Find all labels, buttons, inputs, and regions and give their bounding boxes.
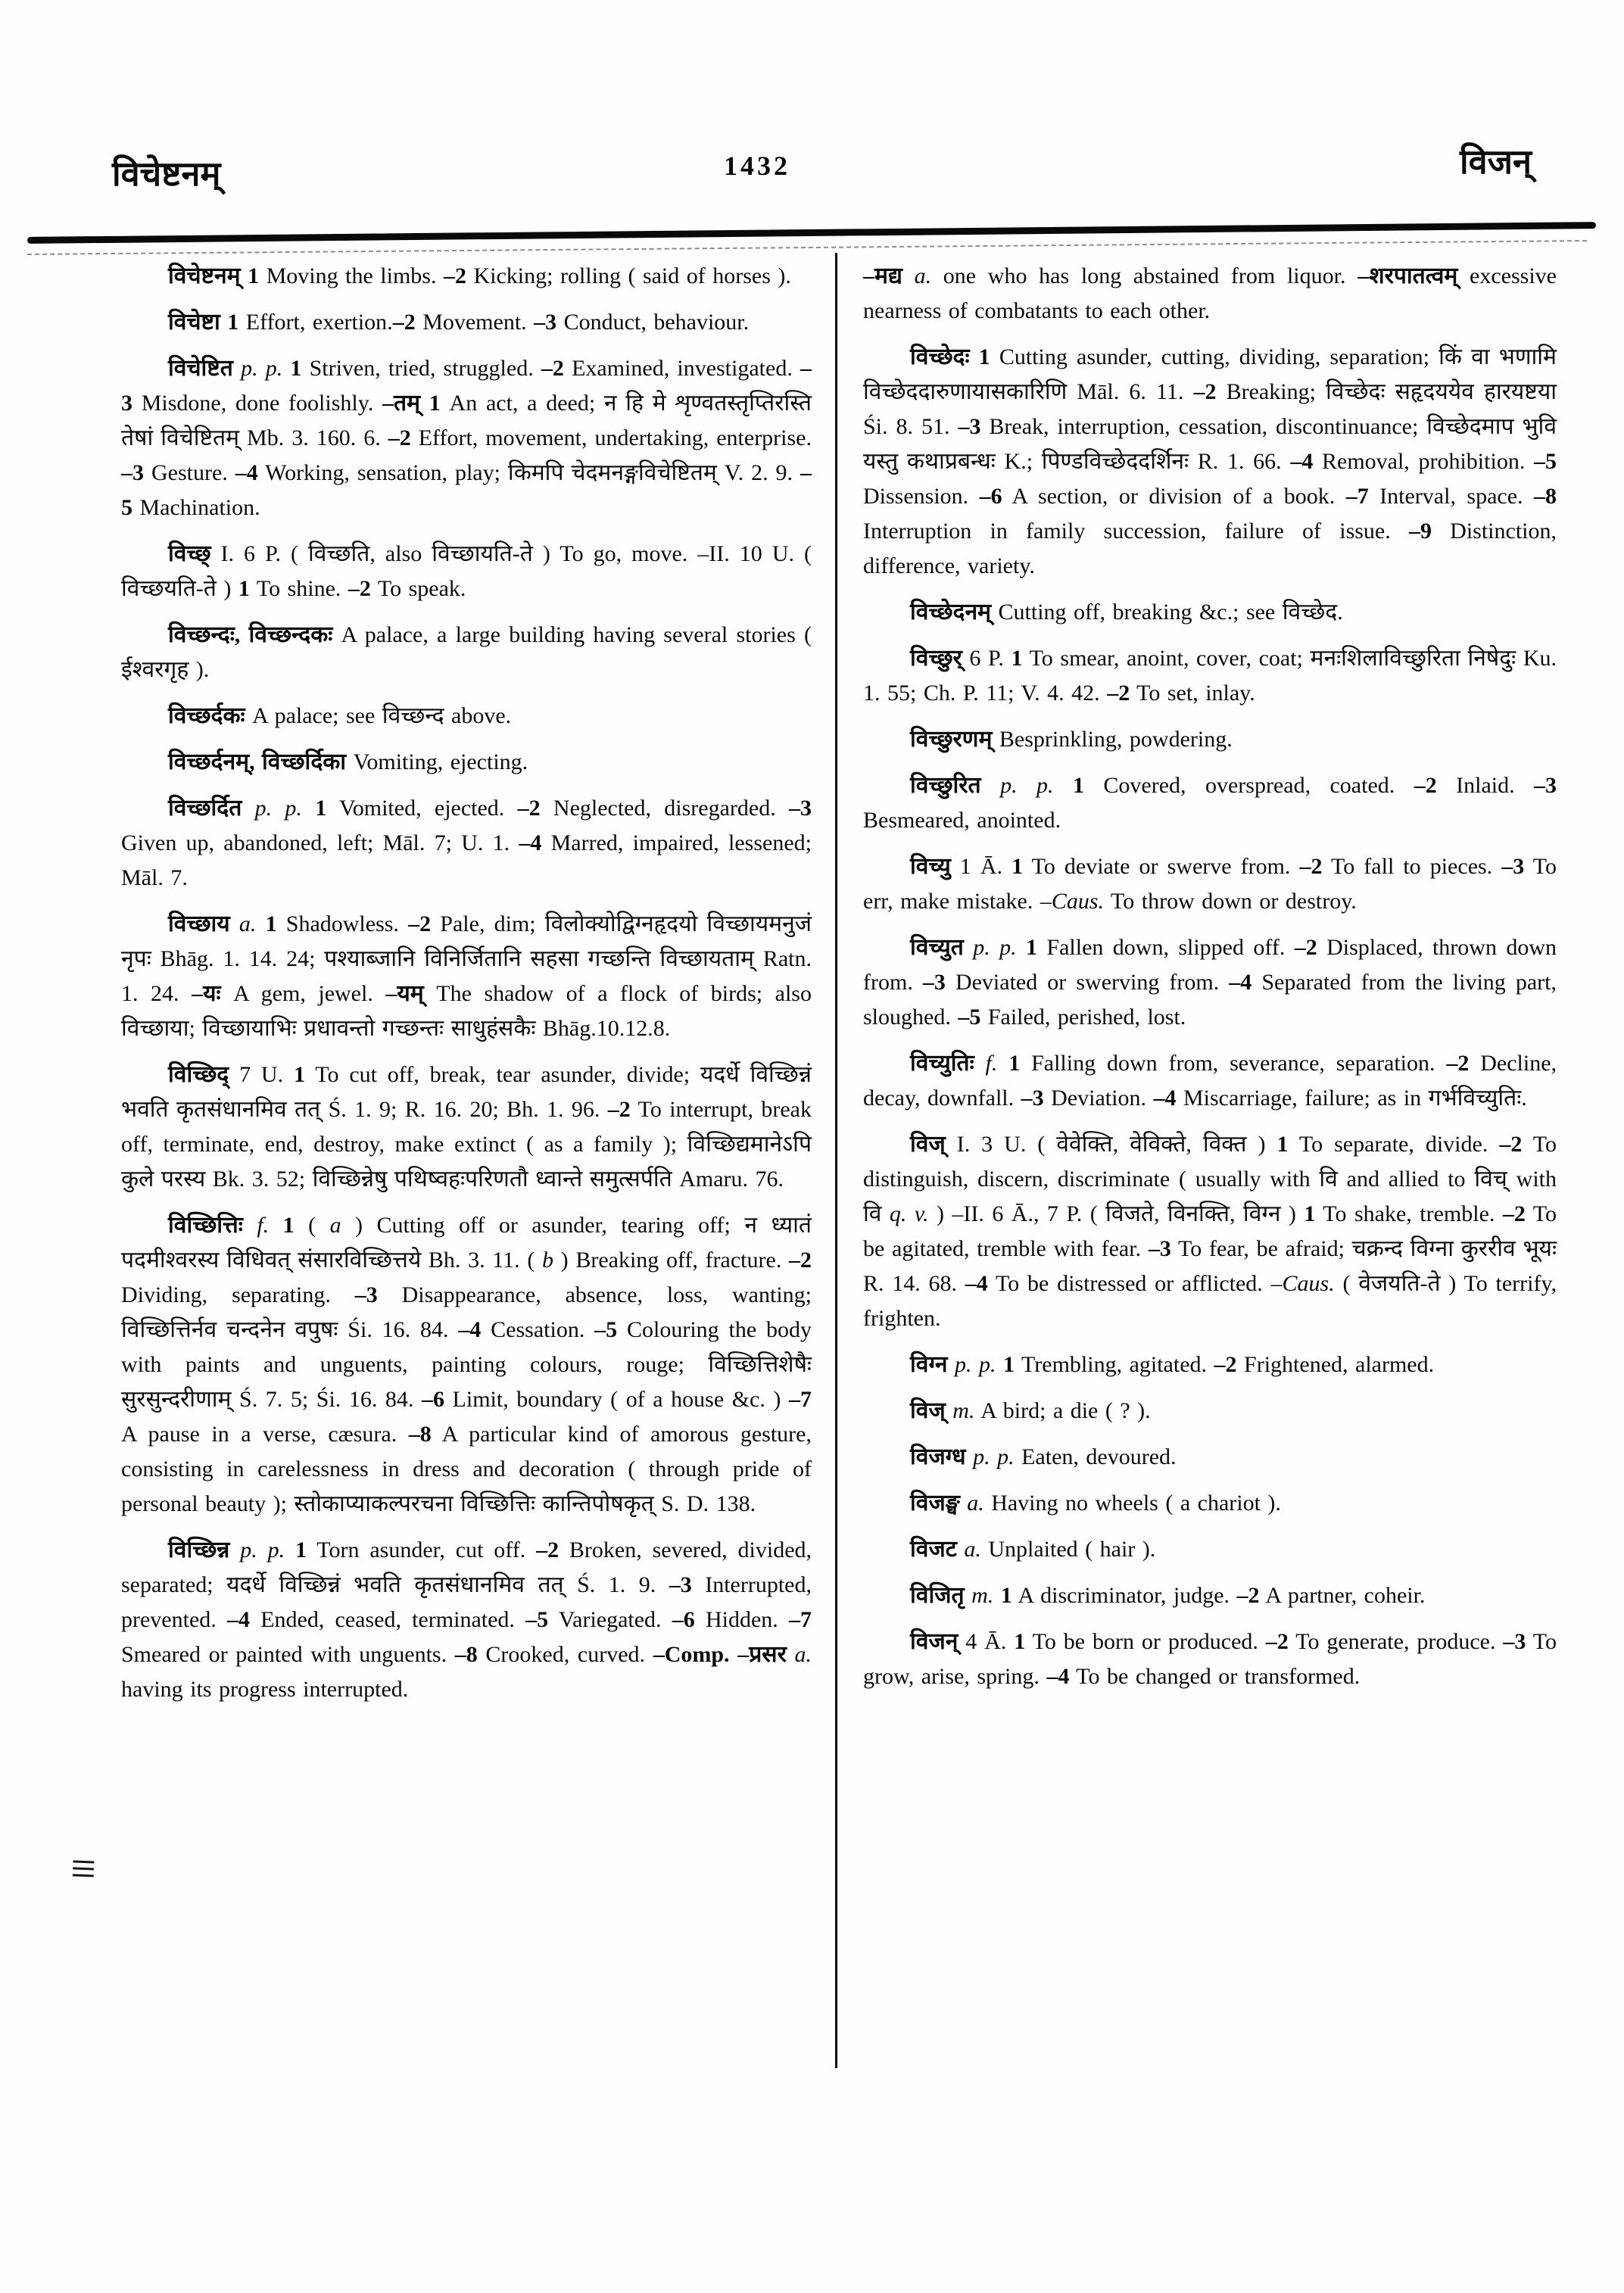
- dictionary-entry: विच्युतिः f. 1 Falling down from, severance, separation. –2 Decline, decay, downfall. –3 Deviation. –4 Miscarriage, failure; as in गर्भविच्युतिः.: [863, 1051, 1557, 1111]
- dictionary-entry: विच्छिद् 7 U. 1 To cut off, break, tear asunder, divide; यदर्धे विच्छिन्नं भवति कृतसंधानमिव तत् Ś. 1. 9; R. 16. 20; Bh. 1. 96. –2 To interrupt, break off, terminate, end, destroy, make extinct ( as a family ); विच्छिद्यमानेऽपि कुले परस्य Bk. 3. 52; विच्छिन्नेषु पथिष्वहःपरिणतौ ध्वान्ते समुत्सर्पति Amaru. 76.: [121, 1062, 812, 1192]
- printer-mark-line: [73, 1861, 94, 1864]
- dictionary-entry: विजग्ध p. p. Eaten, devoured.: [910, 1444, 1177, 1469]
- dictionary-entry: विग्न p. p. 1 Trembling, agitated. –2 Frightened, alarmed.: [910, 1352, 1435, 1377]
- printer-mark: [73, 1861, 95, 1882]
- dictionary-entry: विज् m. A bird; a die ( ? ).: [910, 1398, 1151, 1423]
- dictionary-entry: विच्छन्दः, विच्छन्दकः A palace, a large building having several stories ( ईश्वरगृह ).: [121, 622, 812, 682]
- dictionary-entry: विच्छेदः 1 Cutting asunder, cutting, dividing, separation; किं वा भणामि विच्छेददारुणायासकारिणि Māl. 6. 11. –2 Breaking; विच्छेदः सहृदययेव हारयष्टया Śi. 8. 51. –3 Break, interruption, cessation, discontinuance; विच्छेदमाप भुवि यस्तु कथाप्रबन्धः K.; पिण्डविच्छेददर्शिनः R. 1. 66. –4 Removal, prohibition. –5 Dissension. –6 A section, or division of a book. –7 Interval, space. –8 Interruption in family succession, failure of issue. –9 Distinction, difference, variety.: [863, 344, 1557, 578]
- dictionary-entry: विच्छेदनम् Cutting off, breaking &c.; see विच्छेद.: [910, 600, 1343, 625]
- left-column: [121, 259, 812, 1718]
- printer-mark-line: [73, 1868, 94, 1871]
- header-right-headword: विजन्: [1459, 143, 1532, 181]
- dictionary-entry: विच्छर्दकः A palace; see विच्छन्द above.: [168, 703, 512, 728]
- dictionary-entry: विच्छुरणम् Besprinkling, powdering.: [910, 727, 1233, 752]
- dictionary-entry: विज् I. 3 U. ( वेवेक्ति, वेविक्ते, विक्त ) 1 To separate, divide. –2 To distinguish, discern, discriminate ( usually with वि and allied to विच् with वि q. v. ) –II. 6 Ā., 7 P. ( विजते, विनक्ति, विग्न ) 1 To shake, tremble. –2 To be agitated, tremble with fear. –3 To fear, be afraid; चक्रन्द विग्ना कुररीव भूयः R. 14. 68. –4 To be distressed or afflicted. –Caus. ( वेजयति-ते ) To terrify, frighten.: [863, 1132, 1557, 1331]
- dictionary-entry: विच्छित्तिः f. 1 ( a ) Cutting off or asunder, tearing off; न ध्यातं पदमीश्वरस्य विधिवत् संसारविच्छित्तये Bh. 3. 11. ( b ) Breaking off, fracture. –2 Dividing, separating. –3 Disappearance, absence, loss, wanting; विच्छित्तिर्नव चन्दनेन वपुषः Śi. 16. 84. –4 Cessation. –5 Colouring the body with paints and unguents, painting colours, rouge; विच्छित्तिशेषैः सुरसुन्दरीणाम् Ś. 7. 5; Śi. 16. 84. –6 Limit, boundary ( of a house &c. ) –7 A pause in a verse, cæsura. –8 A particular kind of amorous gesture, consisting in carelessness in dress and decoration ( through pride of personal beauty ); स्तोकाप्याकल्परचना विच्छित्तिः कान्तिपोषकृत् S. D. 138.: [121, 1213, 812, 1516]
- dictionary-entry: विच्छुर् 6 P. 1 To smear, anoint, cover, coat; मनःशिलाविच्छुरिता निषेदुः Ku. 1. 55; Ch. P. 11; V. 4. 42. –2 To set, inlay.: [863, 646, 1557, 706]
- page-number: 1432: [724, 151, 790, 181]
- right-column: [863, 259, 1557, 1706]
- dictionary-entry: विचेष्टा 1 Effort, exertion.–2 Movement. –3 Conduct, behaviour.: [168, 310, 750, 335]
- column-divider: [835, 253, 837, 2068]
- dictionary-entry: विच्युत p. p. 1 Fallen down, slipped off. –2 Displaced, thrown down from. –3 Deviated or swerving from. –4 Separated from the living part, sloughed. –5 Failed, perished, lost.: [863, 935, 1557, 1030]
- dictionary-entry: विजङ्घ a. Having no wheels ( a chariot ).: [910, 1491, 1281, 1516]
- header-rule: [27, 222, 1596, 244]
- printer-mark-line: [73, 1874, 94, 1877]
- dictionary-entry: विचेष्टनम् 1 Moving the limbs. –2 Kicking; rolling ( said of horses ).: [168, 263, 791, 288]
- dictionary-entry: विच्छर्दित p. p. 1 Vomited, ejected. –2 Neglected, disregarded. –3 Given up, abandoned, left; Māl. 7; U. 1. –4 Marred, impaired, lessened; Māl. 7.: [121, 796, 812, 890]
- header-left-headword: विचेष्टनम्: [112, 155, 221, 193]
- header-rule-secondary: [27, 240, 1587, 255]
- dictionary-entry: विच्छाय a. 1 Shadowless. –2 Pale, dim; विलोक्योद्विग्नहृदयो विच्छायमनुजं नृपः Bhāg. 1. 14. 24; पश्याब्जानि विनिर्जितानि सहसा गच्छन्ति विच्छायताम् Ratn. 1. 24. –यः A gem, jewel. –यम् The shadow of a flock of birds; also विच्छाया; विच्छायाभिः प्रधावन्तो गच्छन्तः साधुहंसकैः Bhāg.10.12.8.: [121, 911, 812, 1041]
- dictionary-entry: विच्छ् I. 6 P. ( विच्छति, also विच्छायति-ते ) To go, move. –II. 10 U. ( विच्छयति-ते ) 1 To shine. –2 To speak.: [121, 541, 812, 601]
- dictionary-entry: विच्छुरित p. p. 1 Covered, overspread, coated. –2 Inlaid. –3 Besmeared, anointed.: [863, 773, 1557, 833]
- dictionary-entry: विजट a. Unplaited ( hair ).: [910, 1537, 1156, 1562]
- dictionary-entry: विच्छर्दनम्, विच्छर्दिका Vomiting, ejecting.: [168, 749, 528, 774]
- dictionary-entry: विच्यु 1 Ā. 1 To deviate or swerve from. –2 To fall to pieces. –3 To err, make mistake. –Caus. To throw down or destroy.: [863, 854, 1557, 914]
- dictionary-entry: विचेष्टित p. p. 1 Striven, tried, struggled. –2 Examined, investigated. –3 Misdone, done foolishly. –तम् 1 An act, a deed; न हि मे शृण्वतस्तृप्तिरस्ति तेषां विचेष्टितम् Mb. 3. 160. 6. –2 Effort, movement, undertaking, enterprise. –3 Gesture. –4 Working, sensation, play; किमपि चेदमनङ्गविचेष्टितम् V. 2. 9. –5 Machination.: [121, 356, 812, 520]
- dictionary-entry: –मद्य a. one who has long abstained from liquor. –शरपातत्वम् excessive nearness of combatants to each other.: [863, 263, 1557, 323]
- dictionary-entry: विच्छिन्न p. p. 1 Torn asunder, cut off. –2 Broken, severed, divided, separated; यदर्धे विच्छिन्नं भवति कृतसंधानमिव तत् Ś. 1. 9. –3 Interrupted, prevented. –4 Ended, ceased, terminated. –5 Variegated. –6 Hidden. –7 Smeared or painted with unguents. –8 Crooked, curved. –Comp. –प्रसर a. having its progress interrupted.: [121, 1537, 812, 1702]
- dictionary-entry: विजन् 4 Ā. 1 To be born or produced. –2 To generate, produce. –3 To grow, arise, spring. –4 To be changed or transformed.: [863, 1629, 1557, 1689]
- dictionary-entry: विजितृ m. 1 A discriminator, judge. –2 A partner, coheir.: [910, 1583, 1426, 1608]
